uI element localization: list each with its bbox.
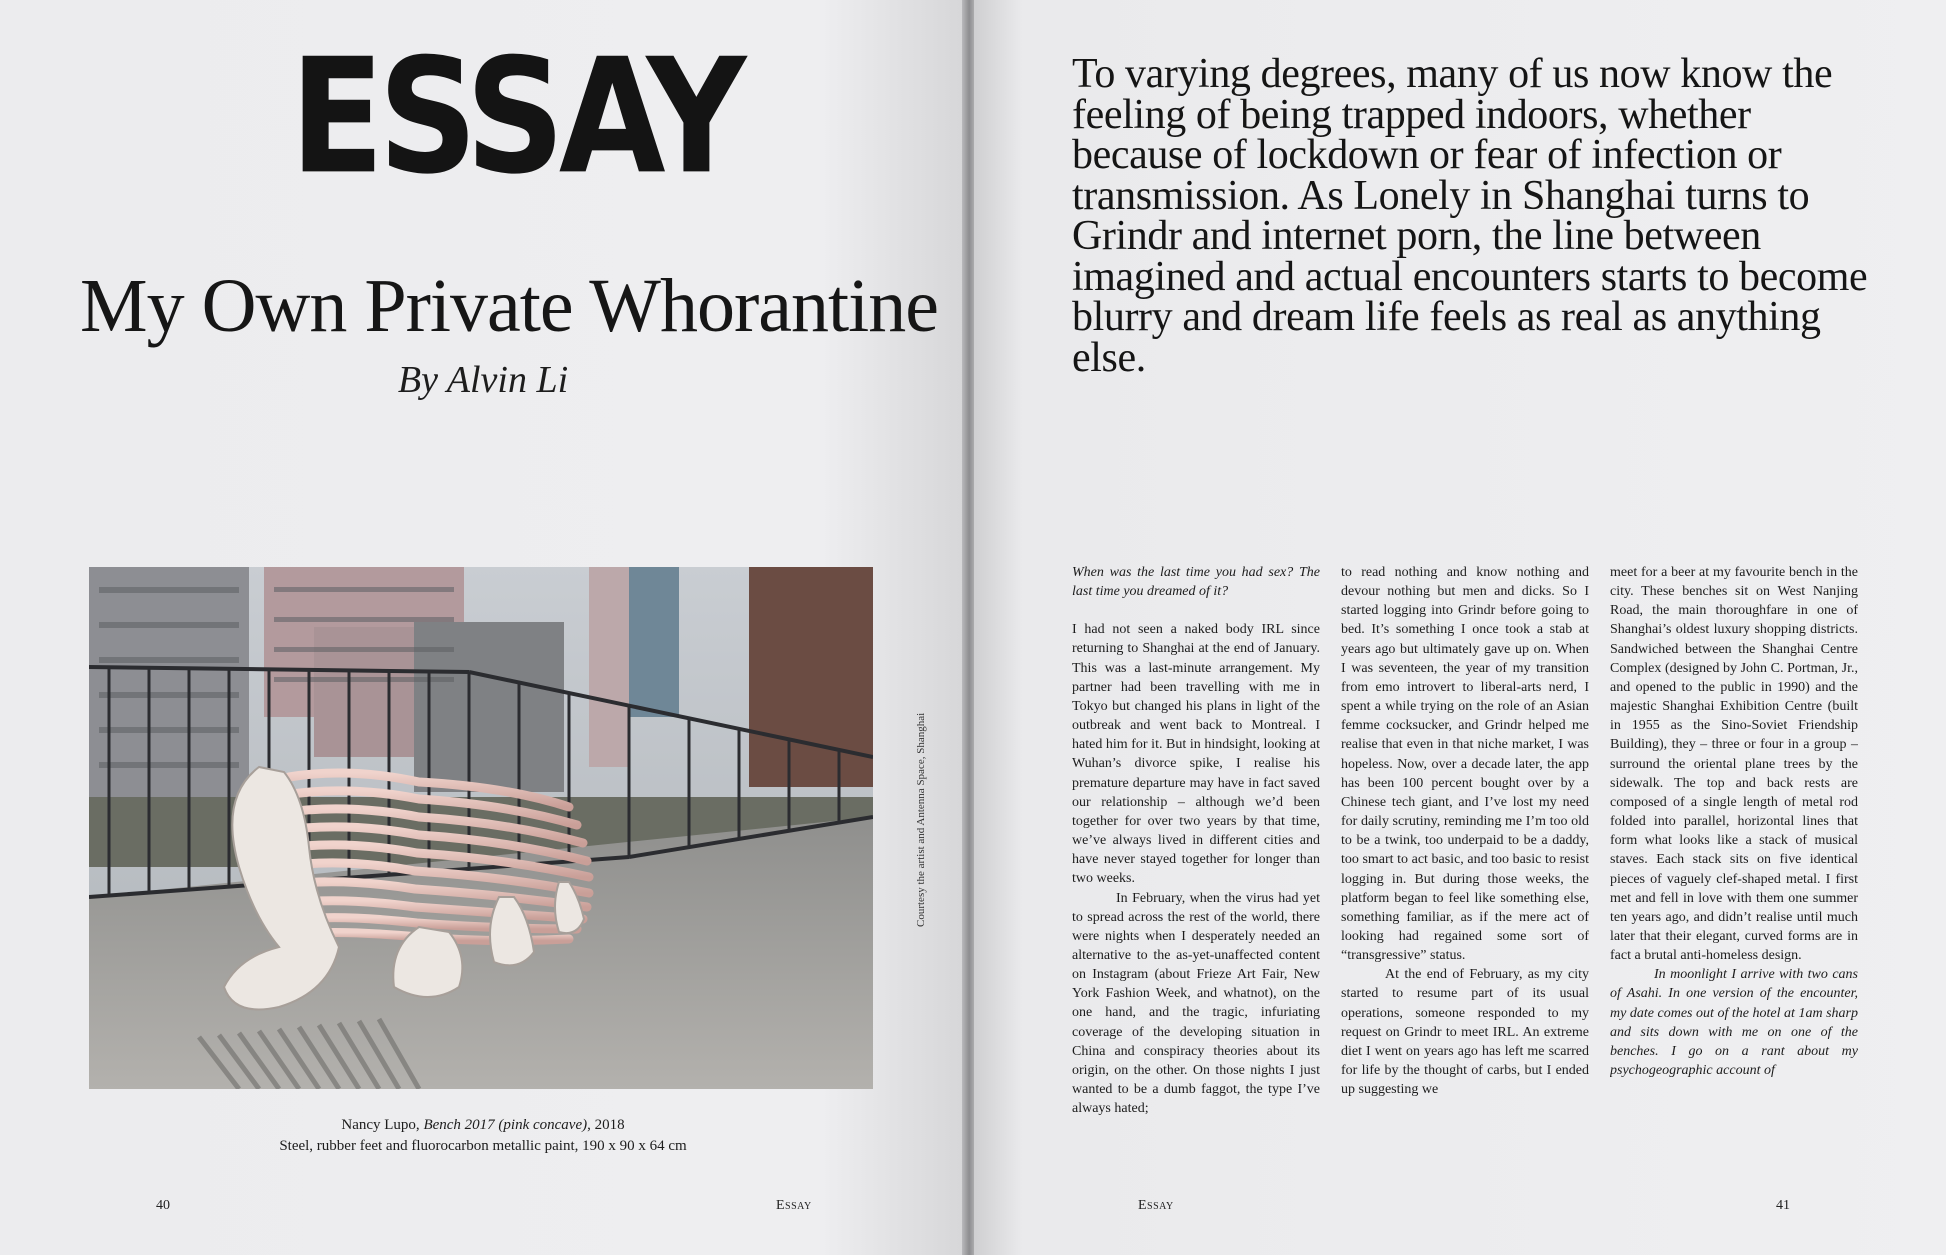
- caption-line-1: Nancy Lupo, Bench 2017 (pink concave), 2018: [341, 1117, 625, 1133]
- body-column-3: [1610, 563, 1858, 1158]
- caption-line-2: Steel, rubber feet and fluorocarbon metallic paint, 190 x 90 x 64 cm: [279, 1138, 687, 1154]
- page-number-right: 41: [1776, 1198, 1790, 1213]
- epigraph: When was the last time you had sex? The last time you dreamed of it?: [1072, 565, 1320, 600]
- paragraph: meet for a beer at my favourite bench in the city. These benches sit on West Nanjing Road, the main thoroughfare in one of Shanghai’s oldest luxury shopping districts. Sandwiched between the Shanghai Centre Complex (designed by John C. Portman, Jr., and opened to the public in 1990) and the majestic Shanghai Exhibition Centre (built in 1955 as the Sino-Soviet Friendship Building), they – three or four in a group – surround the oriental plane trees by the sidewalk. The top and back rests are composed of a single length of metal rod folded into parallel, horizontal lines that form what looks like a stack of musical staves. Each stack sits on five identical pieces of vaguely clef-shaped metal. I first met and fell in love with them one summer ten years ago, and didn’t realise until much later that their elegant, curved forms are in fact a brutal anti-homeless design.: [1610, 565, 1858, 964]
- running-head-right: Essay: [1138, 1198, 1174, 1213]
- photo-credit: Courtesy the artist and Antenna Space, Shanghai: [915, 712, 927, 927]
- paragraph: At the end of February, as my city started to resume part of its usual operations, someone responded to my request on Grindr to meet IRL. An extreme diet I went on years ago has left me scarred for life by the thought of carbs, but I ended up suggesting we: [1341, 967, 1589, 1098]
- running-head-left: Essay: [776, 1198, 812, 1213]
- paragraph: In February, when the virus had yet to spread across the rest of the world, there were nights when I desperately needed an alternative to the as-yet-unaffected content on Instagram (about Frieze Art Fair, New York Fashion Week, and whatnot), on the one hand, and the tragic, infuriating coverage of the developing situation in China and conspiracy theories about its origin, on the other. On those nights I just wanted to be a dumb faggot, the type I’ve always hated;: [1072, 890, 1320, 1117]
- byline: By Alvin Li: [397, 359, 569, 401]
- photo-caption: [0, 1115, 966, 1157]
- article-title: My Own Private Whorantine: [80, 264, 938, 348]
- page-number-left: 40: [156, 1198, 170, 1213]
- section-heading: ESSAY: [290, 24, 741, 210]
- paragraph: to read nothing and know nothing and devour nothing but men and dicks. So I started logging into Grindr before going to bed. It’s something I once took a stab at years ago but ultimately gave up on. When I was seventeen, the year of my transition from emo introvert to liberal-arts nerd, I spent a while trying on the role of an Asian femme cocksucker, and Grindr helped me realise that even in that niche market, I was hopeless. Now, over a decade later, the app has been 100 percent bought over by a Chinese tech giant, and I’ve lost my need for daily scrutiny, reminding me I’m too old to be a twink, too underpaid to be a daddy, too smart to act basic, and too basic to resist logging in. But during those weeks, the platform began to feel like something else, something familiar, as if the mere act of looking had regained some sort of “transgressive” status.: [1341, 565, 1589, 964]
- article-deck: To varying degrees, many of us now know the feeling of being trapped indoors, whether because of lockdown or fear of infection or transmission. As Lonely in Shanghai turns to Grindr and internet porn, the line between imagined and actual encounters starts to become blurry and dream life feels as real as anything else.: [1072, 51, 1868, 381]
- body-column-2: [1341, 563, 1589, 1158]
- body-column-1: [1072, 563, 1320, 1158]
- paragraph: In moonlight I arrive with two cans of Asahi. In one version of the encounter, my date comes out of the hotel at 1am sharp and sits down with me on one of the benches. I go on a rant about my psychogeographic account of: [1610, 967, 1858, 1079]
- bench-photo: [89, 567, 873, 1089]
- left-page: [0, 0, 966, 1255]
- paragraph: I had not seen a naked body IRL since returning to Shanghai at the end of January. This was a last-minute arrangement. My partner had been travelling with me in Tokyo but changed his plans in light of the outbreak and went back to Montreal. I hated him for it. But in hindsight, looking at Wuhan’s divorce spike, I realise his premature departure may have in fact saved our relationship – although we’d been together for over two years by that time, we’ve always lived in different cities and have never stayed together for longer than two weeks.: [1072, 622, 1320, 887]
